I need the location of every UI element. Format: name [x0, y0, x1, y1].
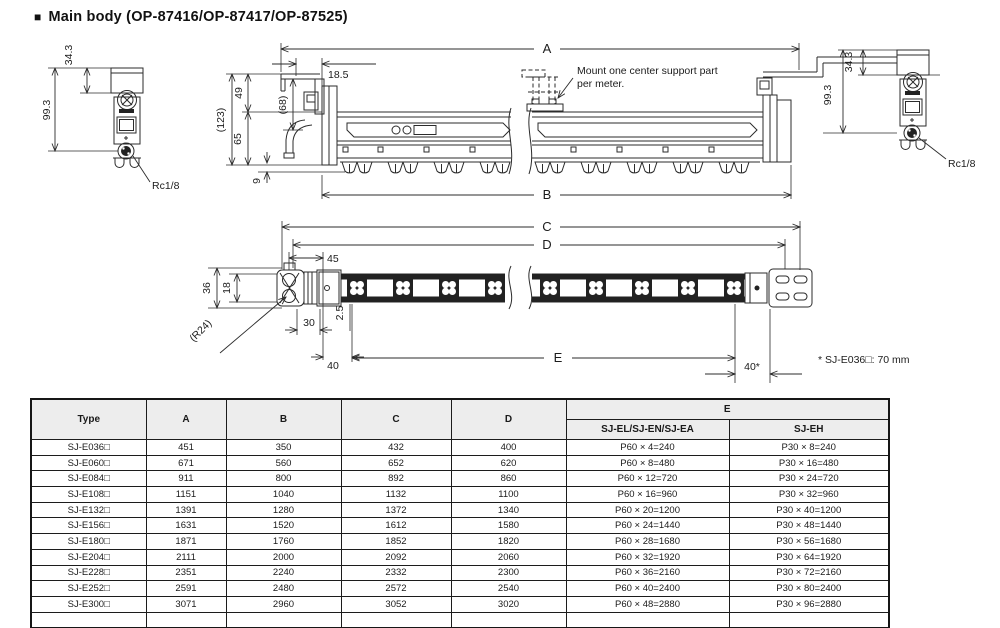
table-row: [31, 581, 889, 597]
table-cell: P30 × 40=1200: [729, 502, 889, 518]
table-cell: [31, 612, 146, 628]
table-row: [31, 440, 889, 456]
note-center-support-line2: per meter.: [577, 78, 625, 90]
table-cell: 2060: [451, 549, 566, 565]
dim-label-a: A: [542, 41, 552, 56]
table-cell: [566, 612, 729, 628]
table-cell: 652: [341, 455, 451, 471]
dim-label-68: (68): [277, 95, 289, 115]
col-header-e-left: SJ-EL/SJ-EN/SJ-EA: [566, 420, 729, 440]
right-end-view: [822, 50, 976, 170]
table-cell: P30 × 64=1920: [729, 549, 889, 565]
table-cell: 1391: [146, 502, 226, 518]
table-cell: SJ-E228□: [31, 565, 146, 581]
table-cell: 2960: [226, 596, 341, 612]
table-cell: 3020: [451, 596, 566, 612]
table-row: [31, 596, 889, 612]
table-cell: 1820: [451, 534, 566, 550]
table-cell: 1280: [226, 502, 341, 518]
table-cell: 2000: [226, 549, 341, 565]
table-cell: P30 × 48=1440: [729, 518, 889, 534]
table-cell: P30 × 32=960: [729, 487, 889, 503]
dim-label-9: 9: [251, 178, 263, 184]
table-row: [31, 549, 889, 565]
col-header-type: Type: [31, 399, 146, 440]
table-cell: 1871: [146, 534, 226, 550]
dim-label-18: 18: [221, 282, 233, 294]
col-header-d: D: [451, 399, 566, 440]
table-cell: P30 × 56=1680: [729, 534, 889, 550]
col-header-c: C: [341, 399, 451, 440]
dim-label-99-3-right: 99.3: [822, 84, 834, 106]
table-cell: [146, 612, 226, 628]
table-cell: SJ-E060□: [31, 455, 146, 471]
dim-label-65: 65: [232, 133, 244, 145]
table-cell: P30 × 96=2880: [729, 596, 889, 612]
table-cell: P30 × 80=2400: [729, 581, 889, 597]
table-row: [31, 487, 889, 503]
dim-label-34-3-left: 34.3: [63, 44, 75, 66]
table-cell: SJ-E252□: [31, 581, 146, 597]
dim-label-36: 36: [201, 282, 213, 294]
dim-label-r24: (R24): [187, 317, 215, 345]
table-cell: 2572: [341, 581, 451, 597]
table-row: [31, 502, 889, 518]
table-cell: 451: [146, 440, 226, 456]
note-center-support-line1: Mount one center support part: [577, 65, 718, 77]
table-cell: 671: [146, 455, 226, 471]
table-cell: 1151: [146, 487, 226, 503]
table-cell: SJ-E132□: [31, 502, 146, 518]
col-header-b: B: [226, 399, 341, 440]
table-cell: P30 × 72=2160: [729, 565, 889, 581]
table-cell: 2111: [146, 549, 226, 565]
table-cell: P60 × 4=240: [566, 440, 729, 456]
table-cell: [729, 612, 889, 628]
table-cell: SJ-E204□: [31, 549, 146, 565]
table-cell: 800: [226, 471, 341, 487]
table-cell: 1612: [341, 518, 451, 534]
dim-label-123: (123): [215, 107, 227, 133]
dim-label-e: E: [553, 350, 563, 365]
table-cell: 911: [146, 471, 226, 487]
table-cell: 1760: [226, 534, 341, 550]
dim-label-99-3-left: 99.3: [41, 99, 53, 121]
table-cell: 432: [341, 440, 451, 456]
footnote-sj-e036: * SJ-E036□: 70 mm: [818, 354, 910, 366]
table-cell: 2240: [226, 565, 341, 581]
table-cell: [226, 612, 341, 628]
dim-label-2-5: 2.5: [334, 305, 346, 321]
dim-label-40-star: 40*: [744, 361, 760, 373]
table-cell: P60 × 32=1920: [566, 549, 729, 565]
table-cell: 2351: [146, 565, 226, 581]
table-cell: P60 × 36=2160: [566, 565, 729, 581]
port-label-rc18-right: Rc1/8: [948, 158, 976, 170]
table-cell: P30 × 24=720: [729, 471, 889, 487]
table-cell: 1100: [451, 487, 566, 503]
table-cell: 3071: [146, 596, 226, 612]
table-row: [31, 455, 889, 471]
table-cell: P30 × 8=240: [729, 440, 889, 456]
table-row-partial: [31, 612, 889, 628]
table-cell: P60 × 8=480: [566, 455, 729, 471]
dimensions-table-body: [31, 440, 889, 628]
dim-label-18-5: 18.5: [328, 69, 349, 81]
table-cell: 2300: [451, 565, 566, 581]
table-cell: SJ-E156□: [31, 518, 146, 534]
col-header-e: E: [566, 399, 889, 420]
table-cell: P60 × 24=1440: [566, 518, 729, 534]
dim-label-d: D: [542, 237, 552, 252]
col-header-e-right: SJ-EH: [729, 420, 889, 440]
table-cell: 1631: [146, 518, 226, 534]
table-cell: 860: [451, 471, 566, 487]
plan-view: [187, 252, 909, 383]
table-cell: 1372: [341, 502, 451, 518]
table-cell: 620: [451, 455, 566, 471]
table-cell: 2480: [226, 581, 341, 597]
section-bullet-icon: ■: [34, 10, 42, 24]
table-cell: SJ-E180□: [31, 534, 146, 550]
table-cell: SJ-E084□: [31, 471, 146, 487]
table-cell: [341, 612, 451, 628]
table-cell: 892: [341, 471, 451, 487]
dim-label-30: 30: [303, 317, 315, 329]
table-cell: [451, 612, 566, 628]
table-cell: 2092: [341, 549, 451, 565]
table-header: [31, 399, 889, 440]
table-cell: P60 × 48=2880: [566, 596, 729, 612]
table-cell: 1040: [226, 487, 341, 503]
table-cell: 1132: [341, 487, 451, 503]
table-row: [31, 565, 889, 581]
dim-label-49: 49: [233, 87, 245, 99]
table-cell: 2591: [146, 581, 226, 597]
table-cell: P30 × 16=480: [729, 455, 889, 471]
table-row: [31, 534, 889, 550]
table-cell: 2540: [451, 581, 566, 597]
dim-label-c: C: [542, 219, 552, 234]
table-cell: 3052: [341, 596, 451, 612]
dim-label-b: B: [542, 187, 552, 202]
table-cell: 1852: [341, 534, 451, 550]
leader-line: [133, 156, 150, 182]
col-header-a: A: [146, 399, 226, 440]
port-label-rc18-left: Rc1/8: [152, 180, 180, 192]
dim-label-34-3-right: 34.3: [843, 51, 855, 73]
dimensions-table: [30, 398, 890, 628]
table-row: [31, 471, 889, 487]
side-view: [215, 41, 897, 270]
dim-label-40: 40: [327, 360, 339, 372]
table-cell: 350: [226, 440, 341, 456]
table-cell: P60 × 16=960: [566, 487, 729, 503]
table-cell: 1340: [451, 502, 566, 518]
table-cell: SJ-E108□: [31, 487, 146, 503]
table-cell: P60 × 40=2400: [566, 581, 729, 597]
table-cell: 1520: [226, 518, 341, 534]
table-cell: 560: [226, 455, 341, 471]
table-cell: P60 × 20=1200: [566, 502, 729, 518]
dim-label-45: 45: [327, 253, 339, 265]
table-cell: SJ-E300□: [31, 596, 146, 612]
table-cell: P60 × 12=720: [566, 471, 729, 487]
table-row: [31, 518, 889, 534]
table-cell: 1580: [451, 518, 566, 534]
table-cell: 400: [451, 440, 566, 456]
section-title-text: Main body (OP-87416/OP-87417/OP-87525): [48, 9, 348, 25]
table-cell: 2332: [341, 565, 451, 581]
table-cell: SJ-E036□: [31, 440, 146, 456]
left-end-view: [41, 45, 180, 192]
table-cell: P60 × 28=1680: [566, 534, 729, 550]
